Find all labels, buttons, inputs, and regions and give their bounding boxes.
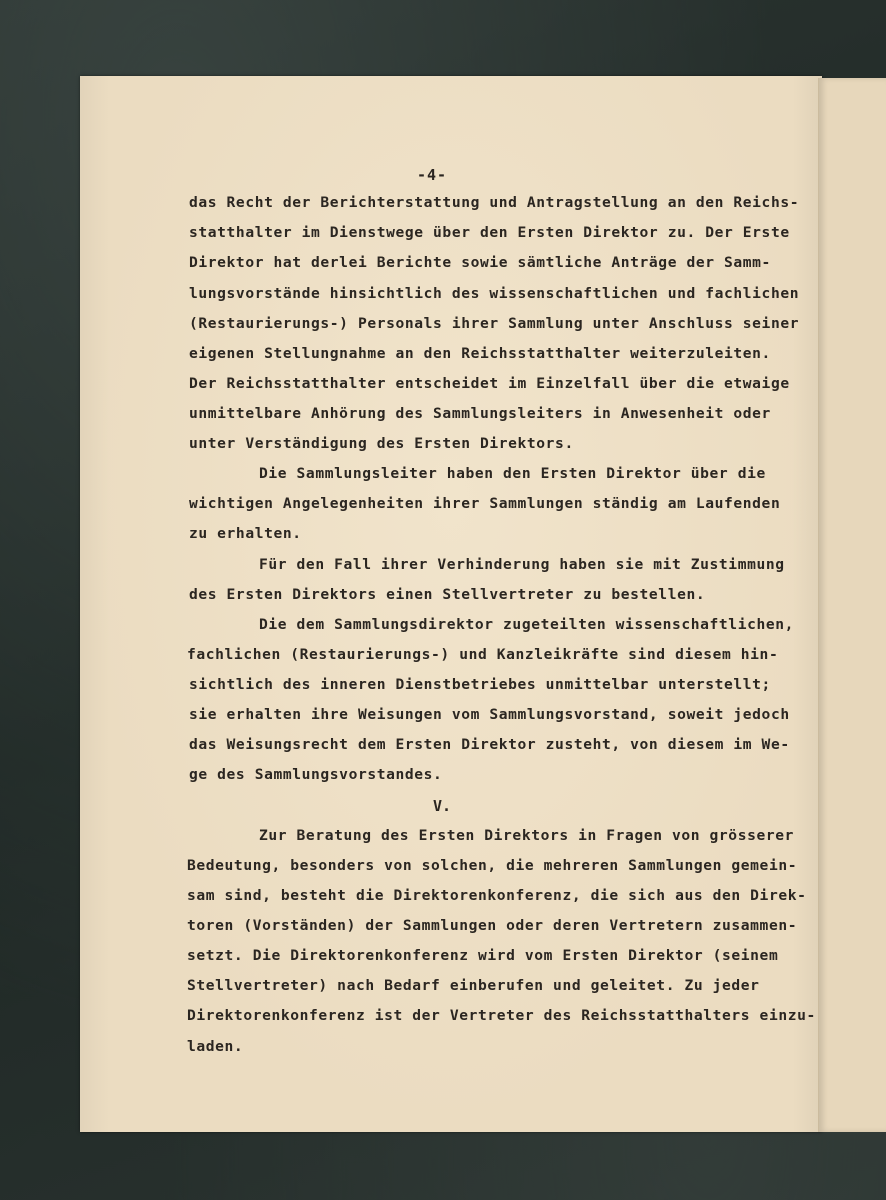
- text-line: zu erhalten.: [189, 525, 302, 542]
- text-line: sie erhalten ihre Weisungen vom Sammlungsvorstand, soweit jedoch: [189, 706, 790, 723]
- text-line: eigenen Stellungnahme an den Reichsstatthalter weiterzuleiten.: [189, 345, 771, 362]
- text-line: Zur Beratung des Ersten Direktors in Fragen von grösserer: [259, 827, 795, 844]
- text-line: ge des Sammlungsvorstandes.: [189, 766, 443, 783]
- text-line: unter Verständigung des Ersten Direktors.: [189, 435, 574, 452]
- text-line: des Ersten Direktors einen Stellvertreter zu bestellen.: [189, 586, 706, 603]
- text-line: laden.: [187, 1038, 244, 1055]
- text-line: Der Reichsstatthalter entscheidet im Einzelfall über die etwaige: [189, 375, 790, 392]
- text-line: setzt. Die Direktorenkonferenz wird vom Ersten Direktor (seinem: [187, 947, 779, 964]
- text-line: unmittelbare Anhörung des Sammlungsleiters in Anwesenheit oder: [189, 405, 771, 422]
- text-line: das Weisungsrecht dem Ersten Direktor zusteht, von diesem im We-: [189, 736, 790, 753]
- section-heading: V.: [433, 797, 452, 815]
- text-line: sam sind, besteht die Direktorenkonferenz, die sich aus den Direk-: [187, 887, 807, 904]
- text-line: Direktor hat derlei Berichte sowie sämtliche Anträge der Samm-: [189, 254, 771, 271]
- text-line: Die dem Sammlungsdirektor zugeteilten wissenschaftlichen,: [259, 616, 795, 633]
- text-line: Stellvertreter) nach Bedarf einberufen und geleitet. Zu jeder: [187, 977, 760, 994]
- text-line: statthalter im Dienstwege über den Ersten Direktor zu. Der Erste: [189, 224, 790, 241]
- page-number-text: -4-: [416, 166, 448, 184]
- page-number: [0, 166, 886, 184]
- text-line: toren (Vorständen) der Sammlungen oder deren Vertretern zusammen-: [187, 917, 798, 934]
- text-line: Direktorenkonferenz ist der Vertreter des Reichsstatthalters einzu-: [187, 1007, 816, 1024]
- text-line: fachlichen (Restaurierungs-) und Kanzleikräfte sind diesem hin-: [187, 646, 779, 663]
- adjacent-page-edge: [818, 78, 886, 1132]
- text-line: lungsvorstände hinsichtlich des wissenschaftlichen und fachlichen: [189, 285, 800, 302]
- text-line: (Restaurierungs-) Personals ihrer Sammlung unter Anschluss seiner: [189, 315, 800, 332]
- text-line: wichtigen Angelegenheiten ihrer Sammlungen ständig am Laufenden: [189, 495, 781, 512]
- text-line: Bedeutung, besonders von solchen, die mehreren Sammlungen gemein-: [187, 857, 798, 874]
- text-line: sichtlich des inneren Dienstbetriebes unmittelbar unterstellt;: [189, 676, 771, 693]
- text-line: das Recht der Berichterstattung und Antragstellung an den Reichs-: [189, 194, 800, 211]
- text-line: Für den Fall ihrer Verhinderung haben sie mit Zustimmung: [259, 556, 785, 573]
- text-line: Die Sammlungsleiter haben den Ersten Direktor über die: [259, 465, 766, 482]
